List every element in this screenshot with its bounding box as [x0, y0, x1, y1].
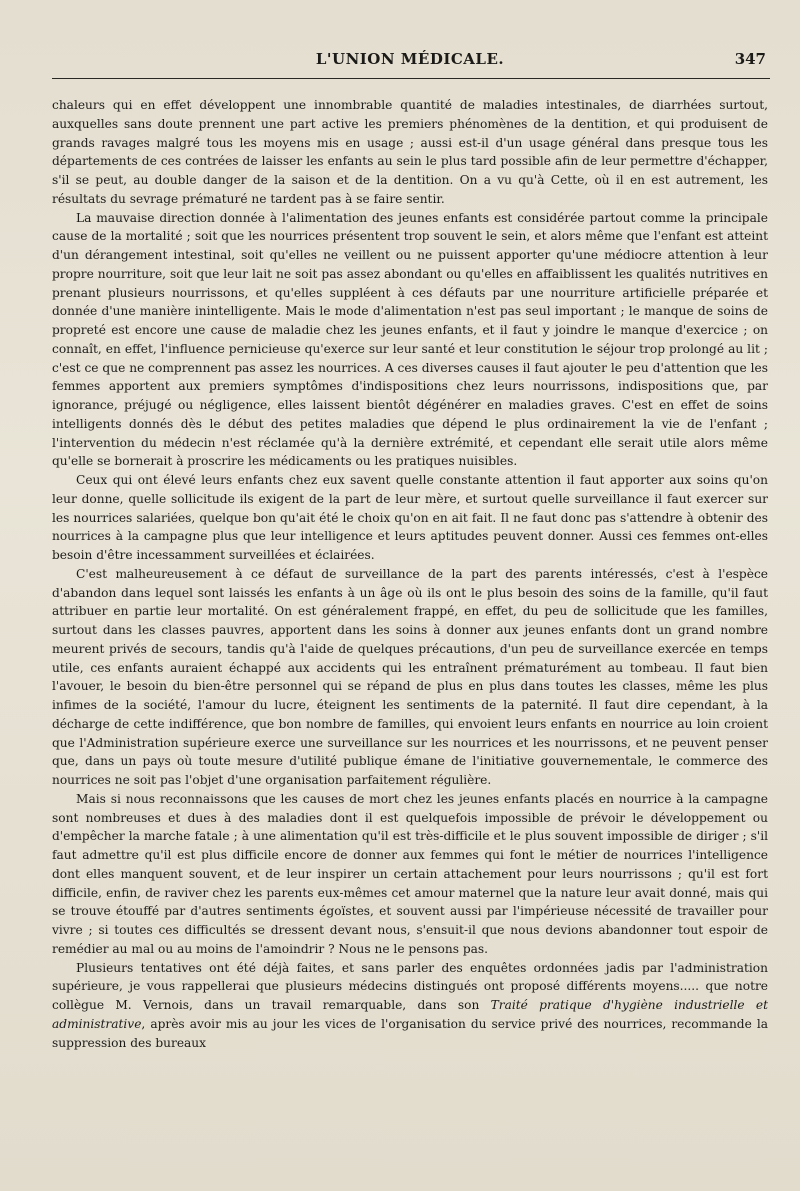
page-header	[54, 50, 766, 76]
paragraph: Ceux qui ont élevé leurs enfants chez eux savent quelle constante attention il faut apporter aux soins qu'on leur donne, quelle sollicitude ils exigent de la part de leur mère, et surtout quelle surveillance il faut exercer sur les nourrices salariées, quelque bon qu'ait été le choix qu'on en ait fait. Il ne faut donc pas s'attendre à obtenir des nourrices à la campagne plus que leur intelligence et leurs aptitudes peuvent donner. Aussi ces femmes ont-elles besoin d'être incessamment surveillées et éclairées.	[52, 473, 768, 562]
paragraph-last	[52, 959, 768, 1053]
paragraph: C'est malheureusement à ce défaut de surveillance de la part des parents intéressés, c'est à l'espèce d'abandon dans lequel sont laissés les enfants à un âge où ils ont le plus besoin des soins de la famille, qu'il faut attribuer en partie leur mortalité. On est généralement frappé, en effet, du peu de sollicitude que les familles, surtout dans les classes pauvres, apportent dans les soins à donner aux jeunes enfants dont un grand nombre meurent privés de secours, tandis qu'à l'aide de quelques précautions, d'un peu de surveillance exercée en temps utile, ces enfants auraient échappé aux accidents qui les entraînent prématurément au tombeau. Il faut bien l'avouer, le besoin du bien-être personnel qui se répand de plus en plus dans toutes les classes, même les plus infimes de la société, l'amour du lucre, éteignent les sentiments de la paternité. Il faut dire cependant, à la décharge de cette indifférence, que bon nombre de familles, qui envoient leurs enfants en nourrice au loin croient que l'Administration supérieure exerce une surveillance sur les nourrices et les nourrissons, et ne peuvent penser que, dans un pays où toute mesure d'utilité publique émane de l'initiative gouvernementale, le commerce des nourrices ne soit pas l'objet d'une organisation parfaitement régulière.	[52, 566, 768, 787]
running-head: L'UNION MÉDICALE.	[315, 50, 505, 68]
paragraph: Mais si nous reconnaissons que les causes de mort chez les jeunes enfants placés en nourrice à la campagne sont nombreuses et dues à des maladies dont il est quelquefois impossible de prévoir le développement ou d'empêcher la marche fatale ; à une alimentation qu'il est très-difficile et le plus souvent impossible de diriger ; s'il faut admettre qu'il est plus difficile encore de donner aux femmes qui font le métier de nourrices l'intelligence dont elles manquent souvent, et de leur inspirer un certain attachement pour leurs nourrissons ; qu'il est fort difficile, enfin, de raviver chez les parents eux-mêmes cet amour maternel que la nature leur avait donné, mais qui se trouve étouffé par d'autres sentiments égoïstes, et souvent aussi par l'impérieuse nécessité de travailler pour vivre ; si toutes ces difficultés se dressent devant nous, s'ensuit-il que nous devions abandonner tout espoir de remédier au mal ou au moins de l'amoindrir ? Nous ne le pensons pas.	[52, 791, 768, 956]
paragraph: chaleurs qui en effet développent une innombrable quantité de maladies intestinales, de diarrhées surtout, auxquelles sans doute prennent une part active les premiers phénomènes de la dentition, et qui produisent de grands ravages malgré tous les moyens mis en usage ; aussi est-il d'un usage général dans presque tous les départements de ces contrées de laisser les enfants au sein le plus tard possible afin de leur permettre d'échapper, s'il se peut, au double danger de la saison et de la dentition. On a vu qu'à Cette, où il en est autrement, les résultats du sevrage prématuré ne tardent pas à se faire sentir.	[52, 98, 768, 206]
paragraph: La mauvaise direction donnée à l'alimentation des jeunes enfants est considérée partout comme la principale cause de la mortalité ; soit que les nourrices présentent trop souvent le sein, et alors même que l'enfant est atteint d'un dérangement intestinal, soit qu'elles ne veillent ou ne puissent apporter qu'une médiocre attention à leur propre nourriture, soit que leur lait ne soit pas assez abondant ou qu'elles en affaiblissent les qualités nutritives en prenant plusieurs nourrissons, et qu'elles suppléent à ces défauts par une nourriture artificielle préparée et donnée d'une manière inintelligente. Mais le mode d'alimentation n'est pas seul important ; le manque de soins de propreté est encore une cause de maladie chez les jeunes enfants, et il faut y joindre le manque d'exercice ; on connaît, en effet, l'influence pernicieuse qu'exerce sur leur santé et leur constitution le séjour trop prolongé au lit ; c'est ce que ne comprennent pas assez les nourrices. A ces diverses causes il faut ajouter le peu d'attention que les femmes apportent aux premiers symptômes d'indispositions chez leurs nourrissons, indispositions que, par ignorance, préjugé ou négligence, elles laissent bientôt dégénérer en maladies graves. C'est en effet de soins intelligents donnés dès le début des petites maladies que dépend le plus ordinairement la vie de l'enfant ; l'intervention du médecin n'est réclamée qu'à la dernière extrémité, et cependant elle serait utile alors même qu'elle se bornerait à proscrire les médicaments ou les pratiques nuisibles.	[52, 210, 768, 469]
book-title: Traité pratique d'hygiène industrielle et administrative	[52, 998, 768, 1031]
paragraph-text: Plusieurs tentatives ont été déjà faites, et sans parler des enquêtes ordonnées jadis par l'administration supérieure, je vous rappellerai que plusieurs médecins distingués ont proposé différents moyens..... que notre collègue M. Vernois, dans un travail remarquable, dans son	[52, 960, 768, 1012]
article-body	[52, 96, 768, 1052]
page-number: 347	[734, 50, 766, 68]
header-rule	[52, 78, 770, 79]
paragraph-text: , après avoir mis au jour les vices de l'organisation du service privé des nourrices, recommande la suppression des bureaux	[52, 1016, 768, 1050]
